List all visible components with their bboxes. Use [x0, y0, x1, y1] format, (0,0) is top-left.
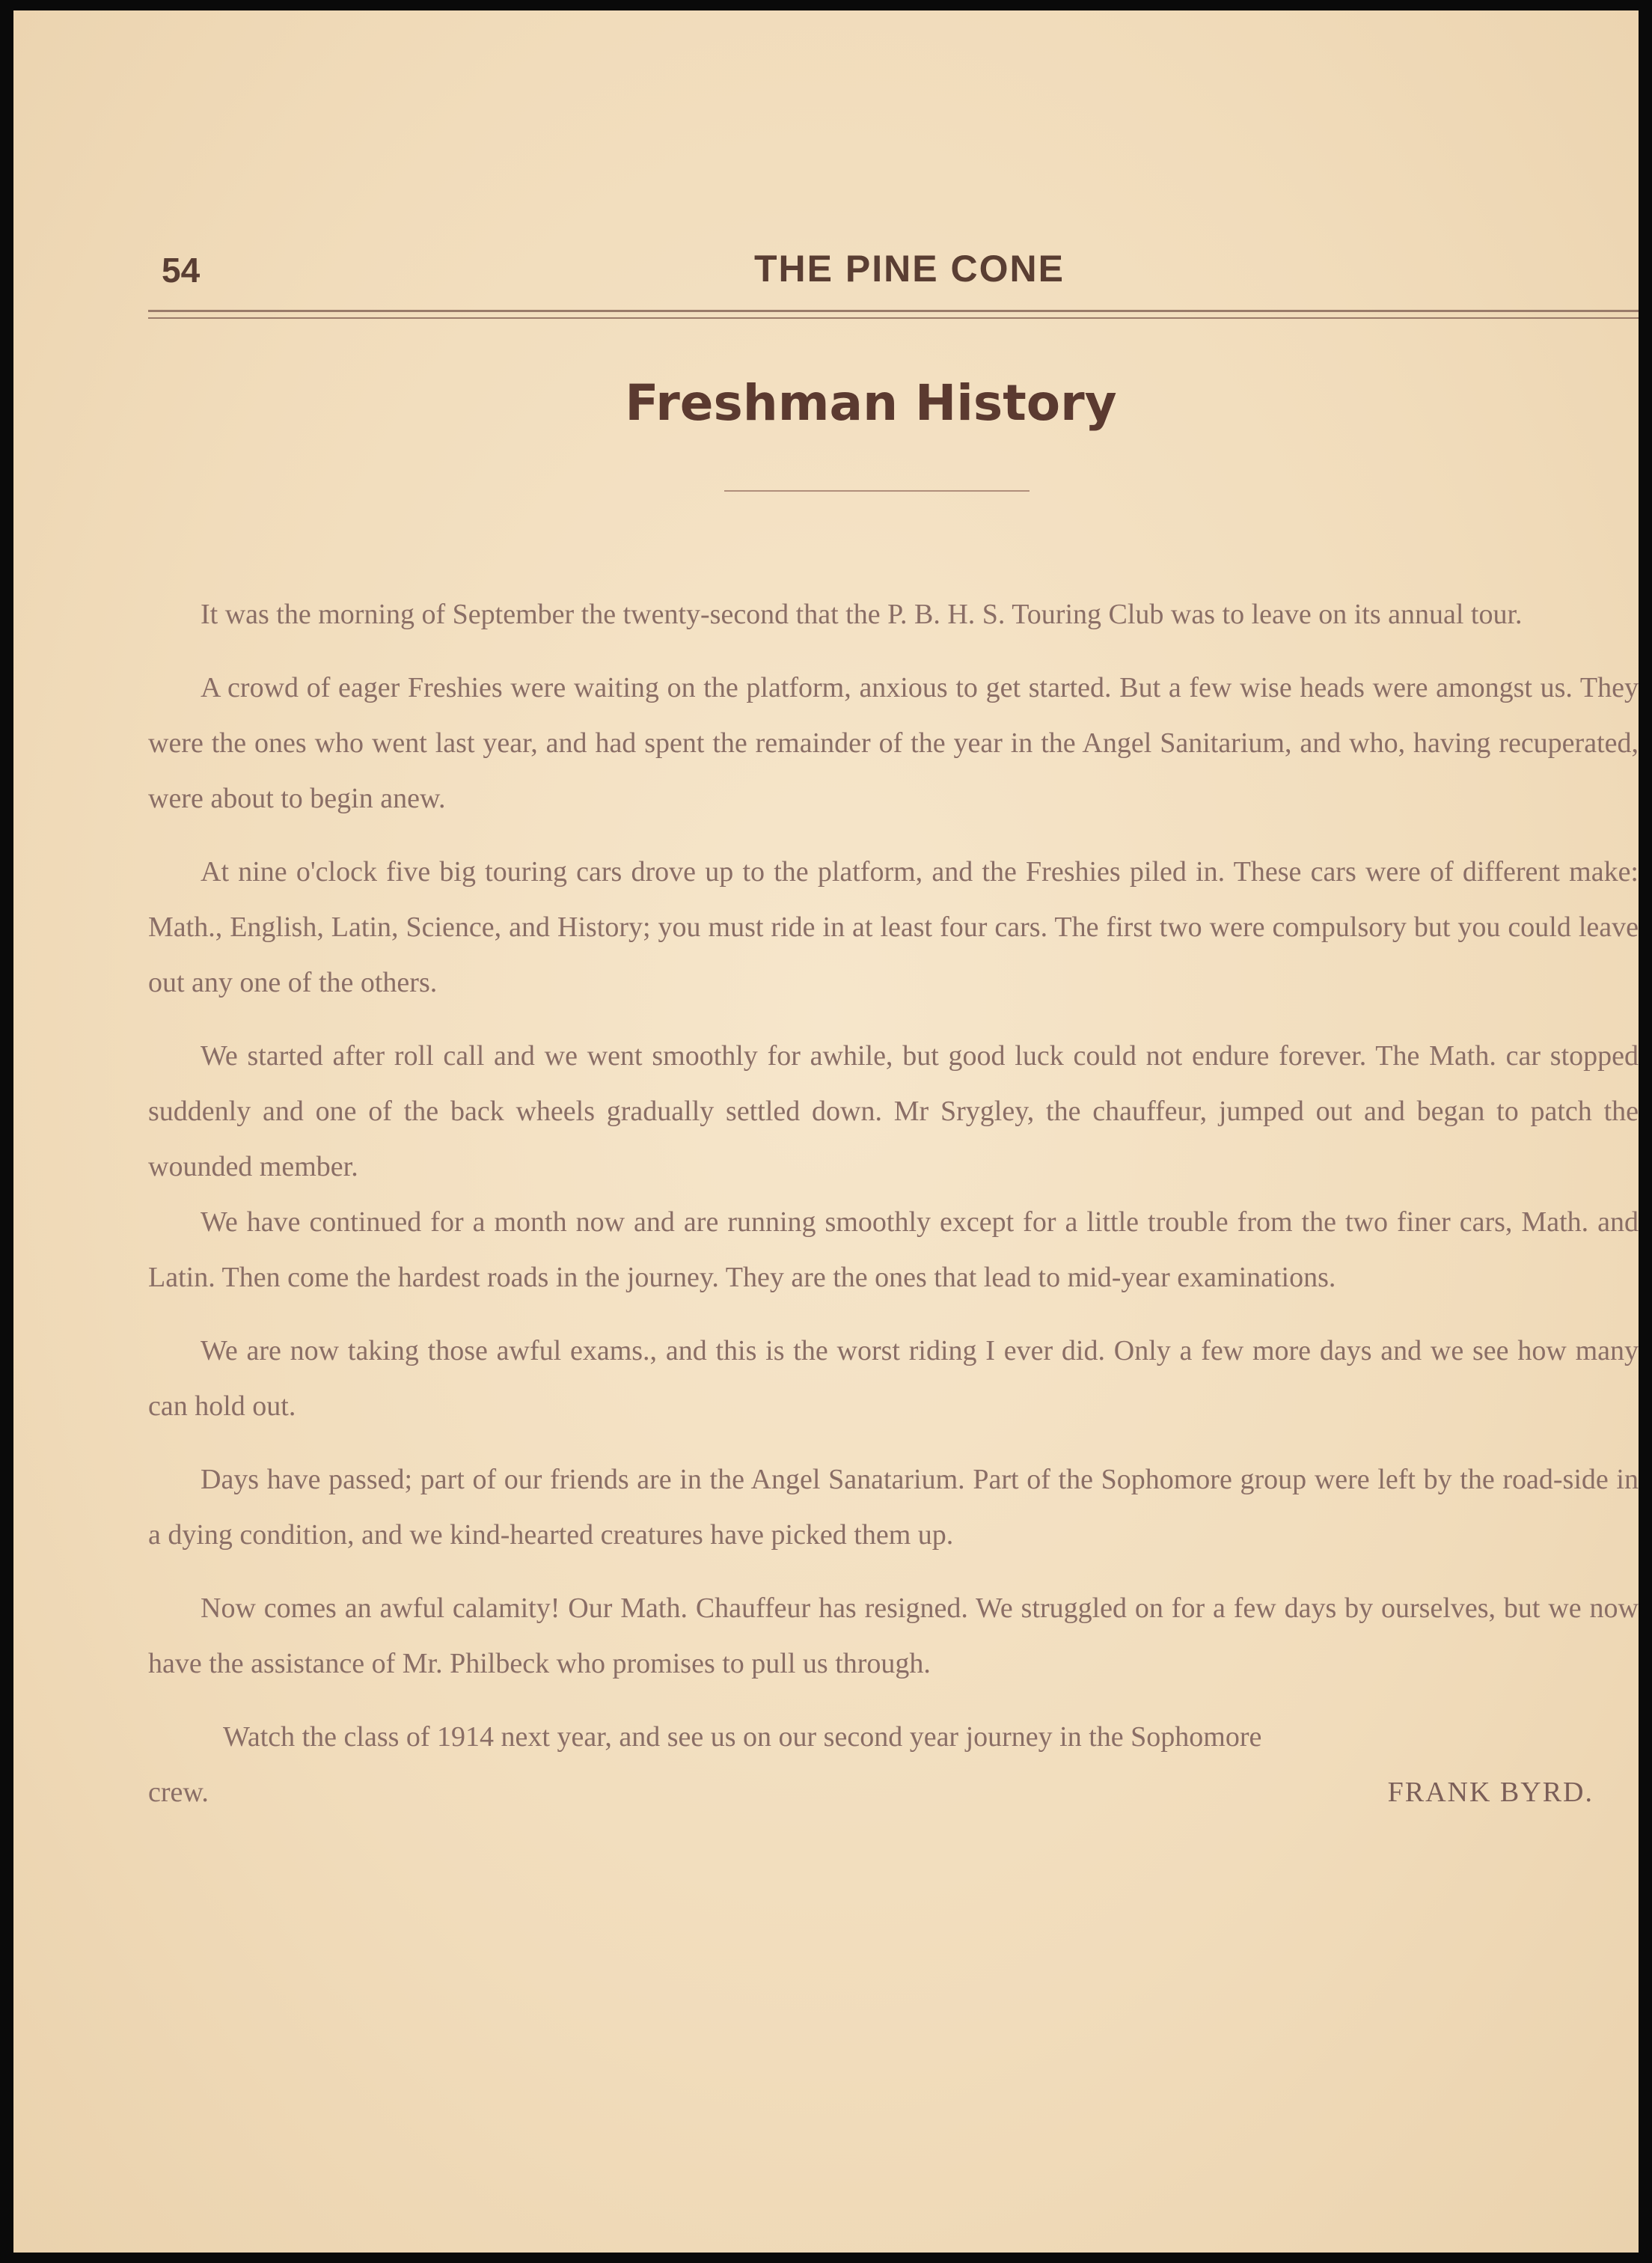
- article-body: [148, 587, 1639, 1820]
- paragraph-5: We have continued for a month now and are running smoothly except for a little trouble from the two finer cars, Math. and Latin. Then come the hardest roads in the journey. They are the ones that lead to mid-year examinations.: [148, 1206, 1639, 1293]
- page-number: 54: [162, 251, 201, 290]
- header-rule-bottom: [148, 317, 1639, 319]
- article-title: Freshman History: [625, 374, 1117, 432]
- paragraph-4: We started after roll call and we went smoothly for awhile, but good luck could not endure forever. The Math. car stopped suddenly and one of the back wheels gradually settled down. Mr Srygley, the chauffeur, jumped out and began to patch the wounded member.: [148, 1040, 1639, 1182]
- paragraph-6: We are now taking those awful exams., and this is the worst riding I ever did. Only a few more days and we see how many can hold out.: [148, 1335, 1639, 1422]
- paragraph-2: A crowd of eager Freshies were waiting on the platform, anxious to get started. But a few wise heads were amongst us. They were the ones who went last year, and had spent the remainder of the year in the Angel Sanitarium, and who, having recuperated, were about to begin anew.: [148, 672, 1639, 814]
- signoff-line: [148, 1765, 1639, 1820]
- author-signature: FRANK BYRD.: [1387, 1777, 1594, 1808]
- yearbook-page: [13, 10, 1639, 2253]
- paragraph-8: Now comes an awful calamity! Our Math. Chauffeur has resigned. We struggled on for a few days by ourselves, but we now have the assistance of Mr. Philbeck who promises to pull us through.: [148, 1592, 1639, 1679]
- running-title: THE PINE CONE: [754, 248, 1065, 290]
- paragraph-3: At nine o'clock five big touring cars drove up to the platform, and the Freshies piled in. These cars were of different make: Math., English, Latin, Science, and History; you must ride in at least four cars. The first two were compulsory but you could leave out any one of the others.: [148, 856, 1639, 998]
- closing-word: crew.: [148, 1777, 209, 1808]
- paragraph-1: It was the morning of September the twenty-second that the P. B. H. S. Touring Club was to leave on its annual tour.: [201, 599, 1523, 630]
- header-rule-top: [148, 310, 1639, 312]
- paragraph-7: Days have passed; part of our friends are in the Angel Sanatarium. Part of the Sophomore group were left by the road-side in a dying condition, and we kind-hearted creatures have picked them up.: [148, 1464, 1639, 1551]
- page-header: [148, 244, 1639, 304]
- paragraph-9: Watch the class of 1914 next year, and see us on our second year journey in the Sophomore: [223, 1721, 1262, 1753]
- title-divider: [724, 490, 1030, 492]
